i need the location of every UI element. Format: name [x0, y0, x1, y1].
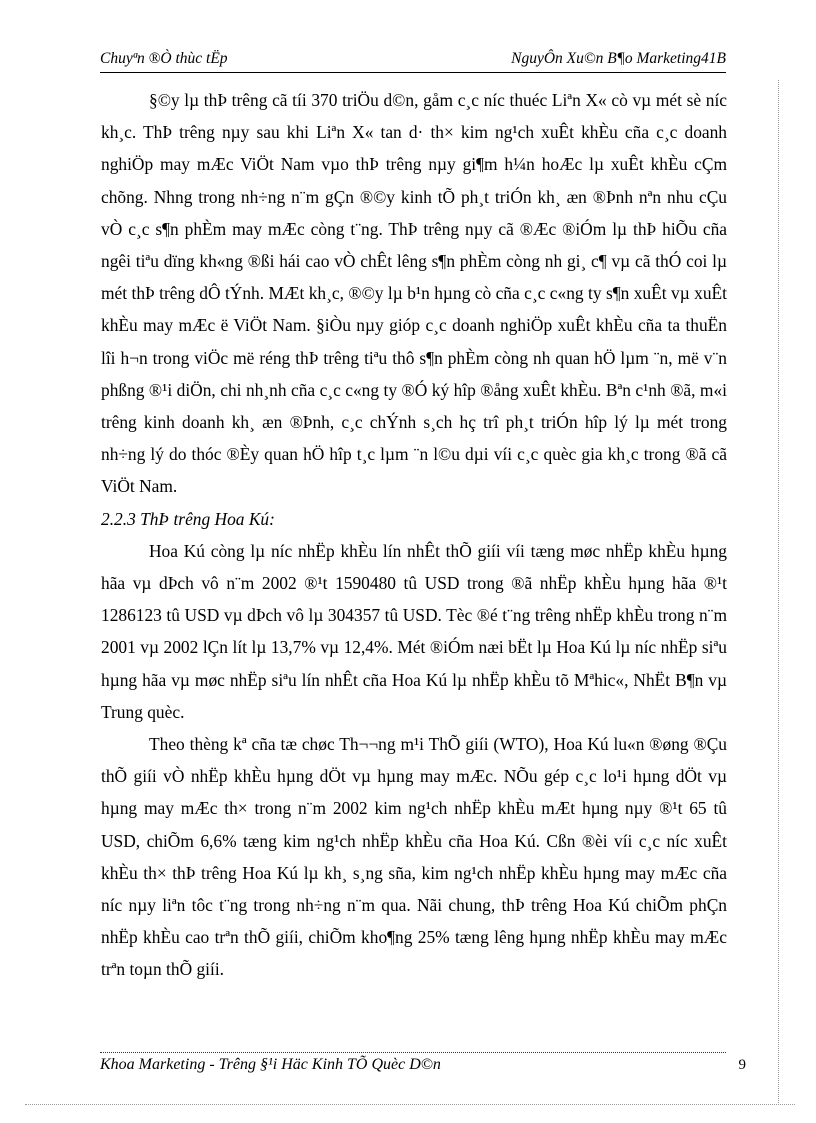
header-document-title: Chuyªn ®Ò thùc tËp — [100, 50, 228, 67]
footer-faculty: Khoa Marketing - Trêng §¹i Häc Kinh TÕ Quèc D©n — [100, 1056, 441, 1073]
document-body — [101, 84, 727, 986]
page-edge-vertical-guide — [778, 80, 779, 1105]
paragraph-wto-statistics: Theo thèng kª cña tæ chøc Th¬¬ng m¹i ThÕ giíi (WTO), Hoa Kú lu«n ®øng ®Çu thÕ giíi vÒ nhËp khÈu hµng dÖt vµ hµng may mÆc. NÕu gép c¸c lo¹i hµng dÖt vµ hµng may mÆc th× trong n¨m 2002 kim ng¹ch nhËp khÈu mÆt hµng nµy ®¹t 65 tû USD, chiÕm 6,6% tæng kim ng¹ch nhËp khÈu cña Hoa Kú. Cßn ®èi víi c¸c níc xuÊt khÈu th× thÞ trêng Hoa Kú lµ kh¸ s¸ng sña, kim ng¹ch nhËp khÈu hµng may mÆc cña níc nµy liªn tôc t¨ng trong nh÷ng n¨m qua. Nãi chung, thÞ trêng Hoa Kú chiÕm phÇn nhËp khÈu cao trªn thÕ giíi, chiÕm kho¶ng 25% tæng lêng hµng nhËp khÈu may mÆc trªn toµn thÕ giíi. — [101, 734, 727, 980]
paragraph-us-imports: Hoa Kú còng lµ níc nhËp khÈu lín nhÊt thÕ giíi víi tæng møc nhËp khÈu hµng hãa vµ dÞch vô n¨m 2002 ®¹t 1590480 tû USD trong ®ã nhËp khÈu hµng hãa ®¹t 1286123 tû USD vµ dÞch vô lµ 304357 tû USD. Tèc ®é t¨ng trêng nhËp khÈu trong n¨m 2001 vµ 2002 lÇn lít lµ 13,7% vµ 12,4%. Mét ®iÓm næi bËt lµ Hoa Kú lµ níc nhËp siªu hµng hãa vµ møc nhËp siªu lín nhÊt cña Hoa Kú lµ nhËp khÈu tõ Mªhic«, NhËt B¶n vµ Trung quèc. — [101, 540, 727, 722]
page-edge-horizontal-guide — [25, 1104, 795, 1105]
page-footer — [100, 1052, 746, 1079]
section-heading-us-market: 2.2.3 ThÞ trêng Hoa Kú: — [101, 508, 275, 529]
paragraph-russia-market: §©y lµ thÞ trêng cã tíi 370 triÖu d©n, gåm c¸c níc thuéc Liªn X« cò vµ mét sè níc kh¸c. ThÞ trêng nµy sau khi Liªn X« tan d· th× kim ng¹ch xuÊt khÈu cña c¸c doanh nghiÖp may mÆc ViÖt Nam vµo thÞ trêng nµy gi¶m h¼n hoÆc lµ xuÊt khÈu cÇm chõng. Nhng trong nh÷ng n¨m gÇn ®©y kinh tÕ ph¸t triÓn kh¸ æn ®Þnh nªn nhu cÇu vÒ c¸c s¶n phÈm may mÆc còng t¨ng. ThÞ trêng nµy cã ®Æc ®iÓm lµ thÞ hiÕu cña ngêi tiªu dïng kh«ng ®ßi hái cao vÒ chÊt lêng s¶n phÈm còng nh gi¸ c¶ vµ cã thÓ coi lµ mét thÞ trêng dÔ tÝnh. MÆt kh¸c, ®©y lµ b¹n hµng cò cña c¸c c«ng ty s¶n xuÊt vµ xuÊt khÈu may mÆc ë ViÖt Nam. §iÒu nµy gióp c¸c doanh nghiÖp xuÊt khÈu cña ta thuËn lîi h¬n trong viÖc më réng thÞ trêng tiªu thô s¶n phÈm còng nh quan hÖ lµm ¨n, më v¨n phßng ®¹i diÖn, chi nh¸nh cña c¸c c«ng ty ®Ó ký hîp ®ång xuÊt khÈu. Bªn c¹nh ®ã, m«i trêng kinh doanh kh¸ æn ®Þnh, c¸c chÝnh s¸ch hç trî ph¸t triÓn hîp lý lµ mét trong nh÷ng lý do thóc ®Èy quan hÖ hîp t¸c lµm ¨n l©u dµi víi c¸c quèc gia kh¸c trong ®ã cã ViÖt Nam. — [101, 90, 727, 497]
page-header — [100, 50, 726, 73]
header-author: NguyÔn Xu©n B¶o Marketing41B — [511, 50, 726, 67]
page-number: 9 — [738, 1057, 746, 1073]
